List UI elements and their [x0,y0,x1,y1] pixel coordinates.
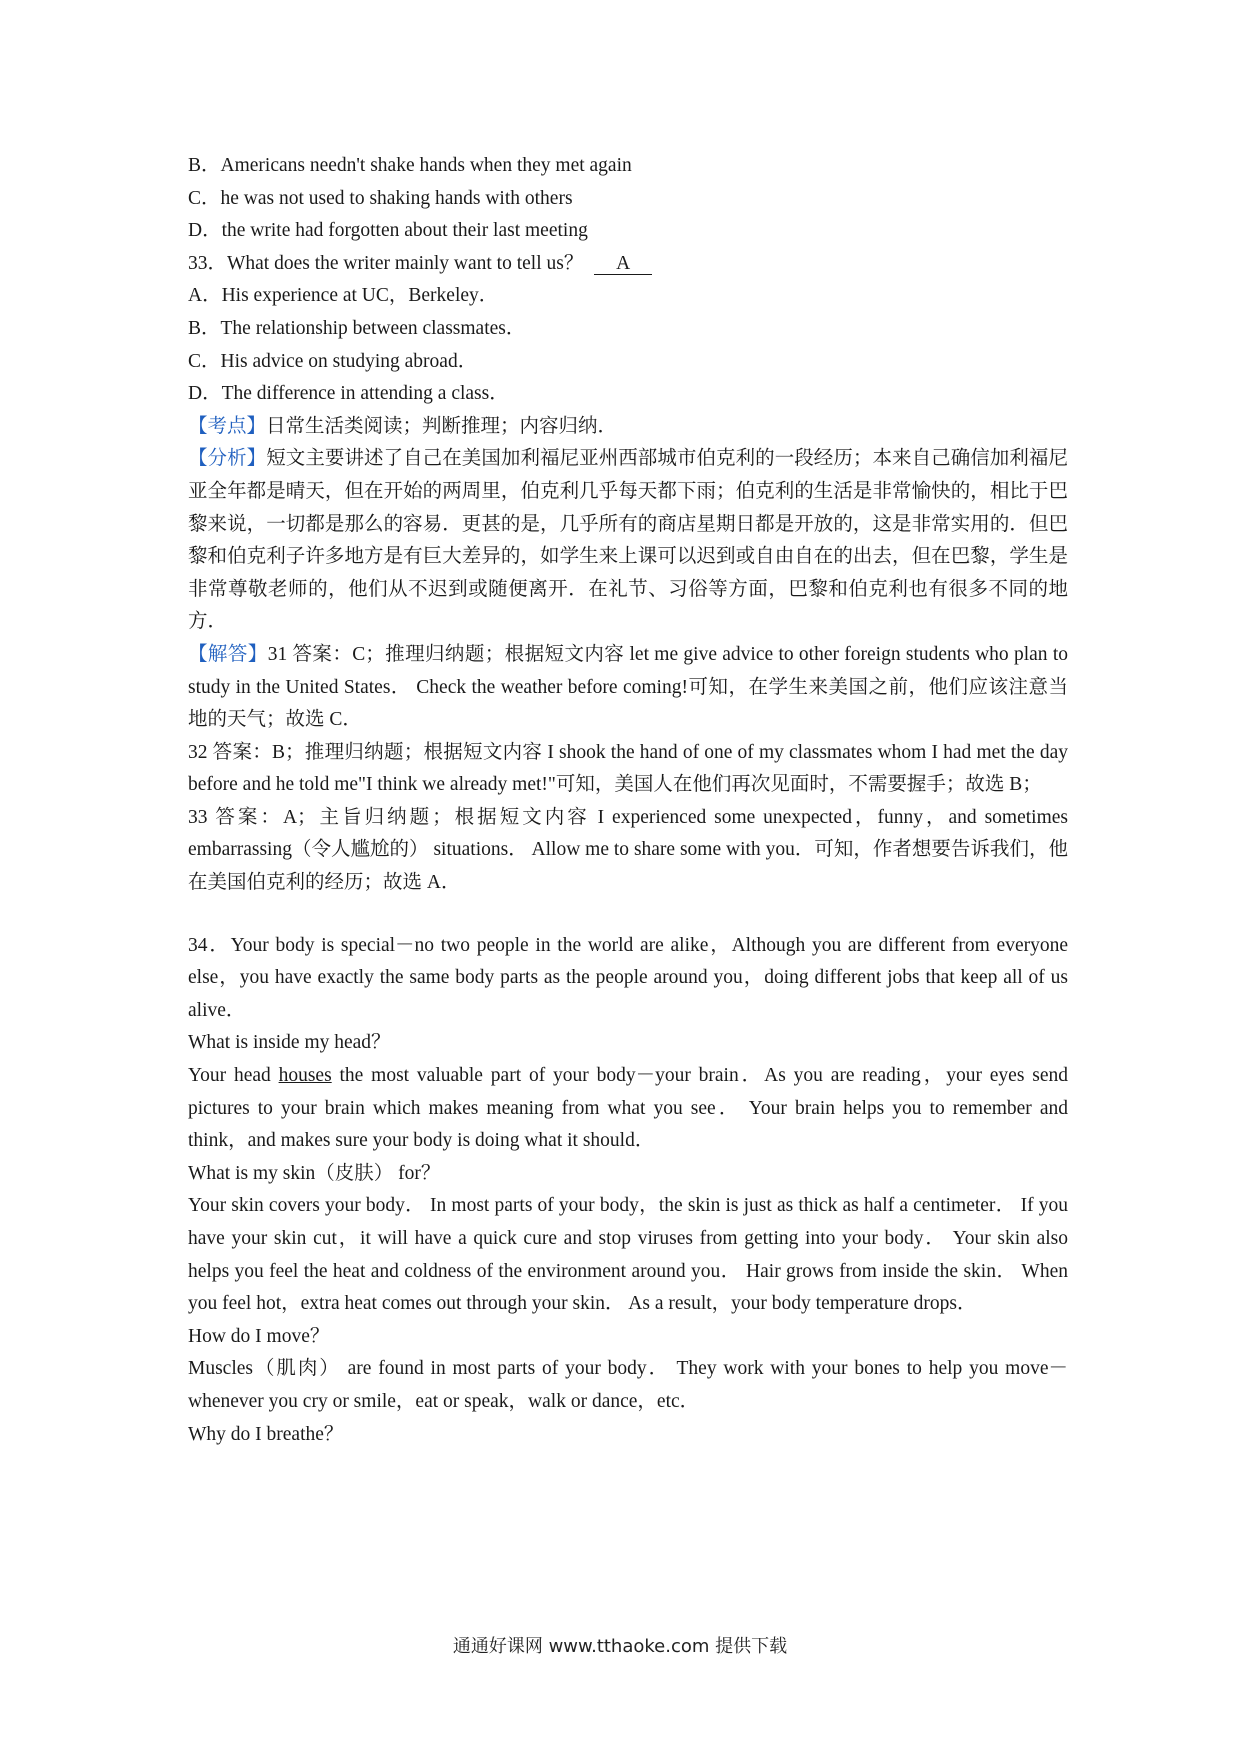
answer-31-text: 31 答案：C；推理归纳题；根据短文内容 let me give advice to other foreign students who plan to study in the United States． Check the weather before coming!可知，在学生来美国之前，他们应该注意当地的天气；故选 C． [188,643,1068,731]
answer-33-text: 33 答案：A；主旨归纳题；根据短文内容 I experienced some unexpected，funny，and sometimes embarrassing（令人尴尬的） situations． Allow me to share some with you．可知，作者想要告诉我们，他在美国伯克利的经历；故选 A． [188,806,1068,894]
passage34-paragraph-move: Muscles（肌肉） are found in most parts of your body． They work with your bones to help you move－whenever you cry or smile，eat or speak，walk or dance，etc． [188,1358,1068,1412]
passage34-paragraph-head [188,1060,1068,1158]
answer-32-text: 32 答案：B；推理归纳题；根据短文内容 I shook the hand of one of my classmates whom I had met the day before and he told me"I think we already met!"可知，美国人在他们再次见面时，不需要握手；故选 B； [188,741,1068,796]
q33-question [188,248,1068,281]
q33-option-c: C．His advice on studying abroad． [188,350,478,372]
q33-answer-blank: A [594,254,652,275]
jieda-31 [188,639,1068,737]
jieda-tag: 【解答】 [188,643,268,665]
q32-option-b: B．Americans needn't shake hands when they met again [188,155,632,176]
q33-option-d: D．The difference in attending a class． [188,383,509,405]
p1-before: Your head [188,1065,279,1087]
kaodian-text: 日常生活类阅读；判断推理；内容归纳． [266,415,618,437]
passage34-heading-breathe: Why do I breathe？ [188,1423,344,1445]
q33-stem: 33．What does the writer mainly want to tell us？ [188,252,584,274]
p1-after: the most valuable part of your body－your brain．As you are reading，your eyes send pictures to your brain which makes meaning from what you see． Your brain helps you to remember and think，and makes sure your body is doing what it should． [188,1065,1068,1152]
passage34-heading-move: How do I move？ [188,1325,330,1347]
page-footer: 通通好课网 www.tthaoke.com 提供下载 [452,1636,788,1657]
q33-option-a: A．His experience at UC，Berkeley． [188,285,499,307]
passage34-intro: 34．Your body is special－no two people in the world are alike，Although you are different from everyone else，you have exactly the same body parts as the people around you，doing different jobs that keep all of us alive． [188,934,1068,1021]
section-spacer [188,900,1068,930]
q32-option-d: D．the write had forgotten about their last meeting [188,220,588,242]
kaodian-tag: 【考点】 [188,415,267,437]
passage34-heading-skin: What is my skin（皮肤） for？ [188,1162,441,1184]
q32-option-c: C．he was not used to shaking hands with others [188,187,573,209]
kaodian-section [188,411,1068,444]
passage34-paragraph-skin: Your skin covers your body． In most parts of your body，the skin is just as thick as half a centimeter． If you have your skin cut，it will have a quick cure and stop viruses from getting into your body． Your skin also helps you feel the heat and coldness of the environment around you． Hair grows from inside the skin． When you feel hot，extra heat comes out through your skin． As a result，your body temperature drops． [188,1195,1068,1315]
underlined-word-houses: houses [278,1065,332,1087]
fenxi-text: 短文主要讲述了自己在美国加利福尼亚州西部城市伯克利的一段经历；本来自己确信加利福尼亚全年都是晴天，但在开始的两周里，伯克利几乎每天都下雨；伯克利的生活是非常愉快的，相比于巴黎来说，一切都是那么的容易．更甚的是，几乎所有的商店星期日都是开放的，这是非常实用的．但巴黎和伯克利子许多地方是有巨大差异的，如学生来上课可以迟到或自由自在的出去，但在巴黎，学生是非常尊敬老师的，他们从不迟到或随便离开．在礼节、习俗等方面，巴黎和伯克利也有很多不同的地方． [188,448,1068,633]
document-page [188,150,1068,1451]
fenxi-section [188,443,1068,639]
passage34-heading-head: What is inside my head？ [188,1032,391,1054]
fenxi-tag: 【分析】 [188,448,267,470]
q33-option-b: B．The relationship between classmates． [188,317,526,339]
